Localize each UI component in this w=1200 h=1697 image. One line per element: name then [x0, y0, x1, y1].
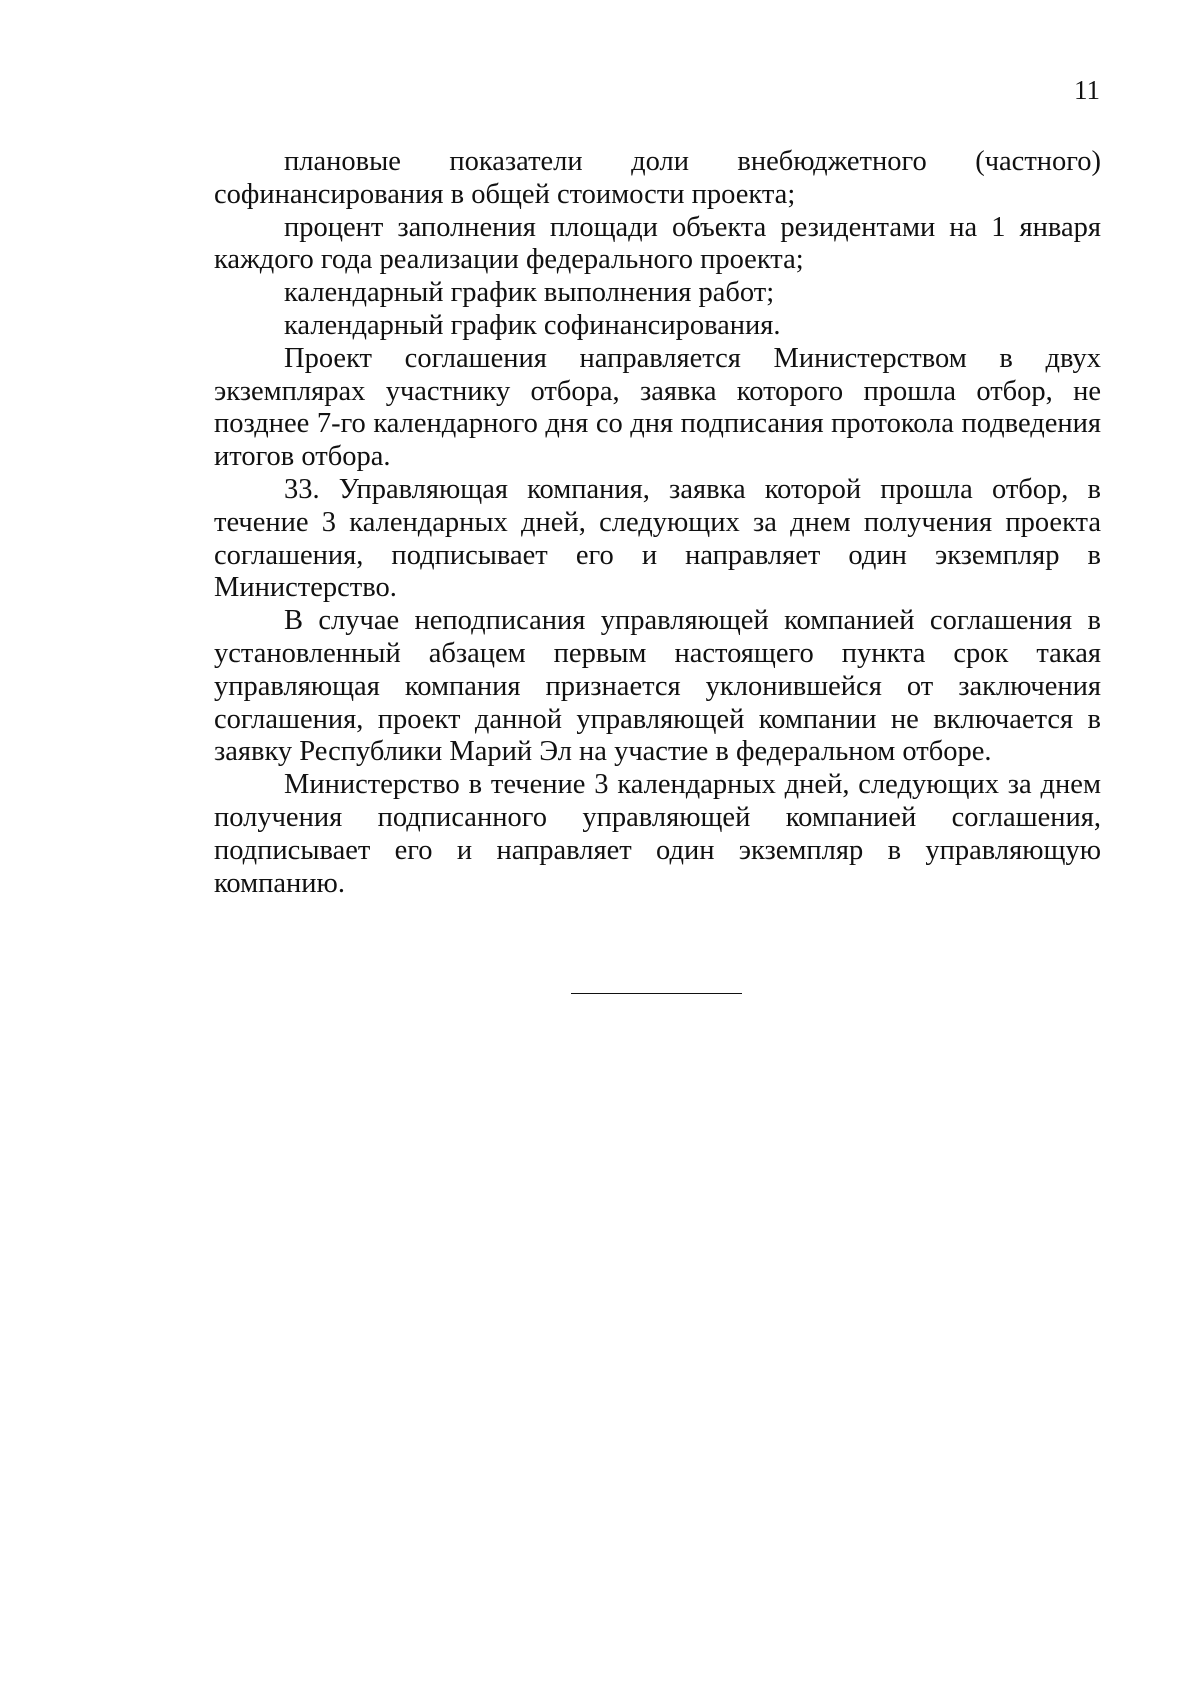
paragraph-cofinancing-schedule: календарный график софинансирования. [284, 309, 781, 341]
paragraph-ministry-signing: Министерство в течение 3 календарных дней, следующих за днем получения подписанного управляющей компанией соглашения, подписывает его и направляет один экземпляр в управляющую компанию. [214, 769, 1101, 899]
paragraph-item-33: 33. Управляющая компания, заявка которой прошла отбор, в течение 3 календарных дней, следующих за днем получения проекта соглашения, подписывает его и направляет один экземпляр в Министерство. [214, 473, 1101, 604]
end-of-text-rule [571, 993, 742, 994]
page-number: 11 [1074, 75, 1100, 105]
document-body [214, 146, 1101, 900]
paragraph-draft-agreement: Проект соглашения направляется Министерством в двух экземплярах участнику отбора, заявка которого прошла отбор, не позднее 7-го календарного дня со дня подписания протокола подведения итогов отбора. [214, 342, 1101, 473]
paragraph-non-signing: В случае неподписания управляющей компанией соглашения в установленный абзацем первым настоящего пункта срок такая управляющая компания признается уклонившейся от заключения соглашения, проект данной управляющей компании не включается в заявку Республики Марий Эл на участие в федеральном отборе. [214, 605, 1101, 768]
paragraph-cofinancing-share: плановые показатели доли внебюджетного (частного) софинансирования в общей стоимости проекта; [214, 146, 1101, 210]
paragraph-work-schedule: календарный график выполнения работ; [284, 277, 775, 309]
paragraph-occupancy-percent: процент заполнения площади объекта резидентами на 1 января каждого года реализации федерального проекта; [214, 211, 1101, 276]
